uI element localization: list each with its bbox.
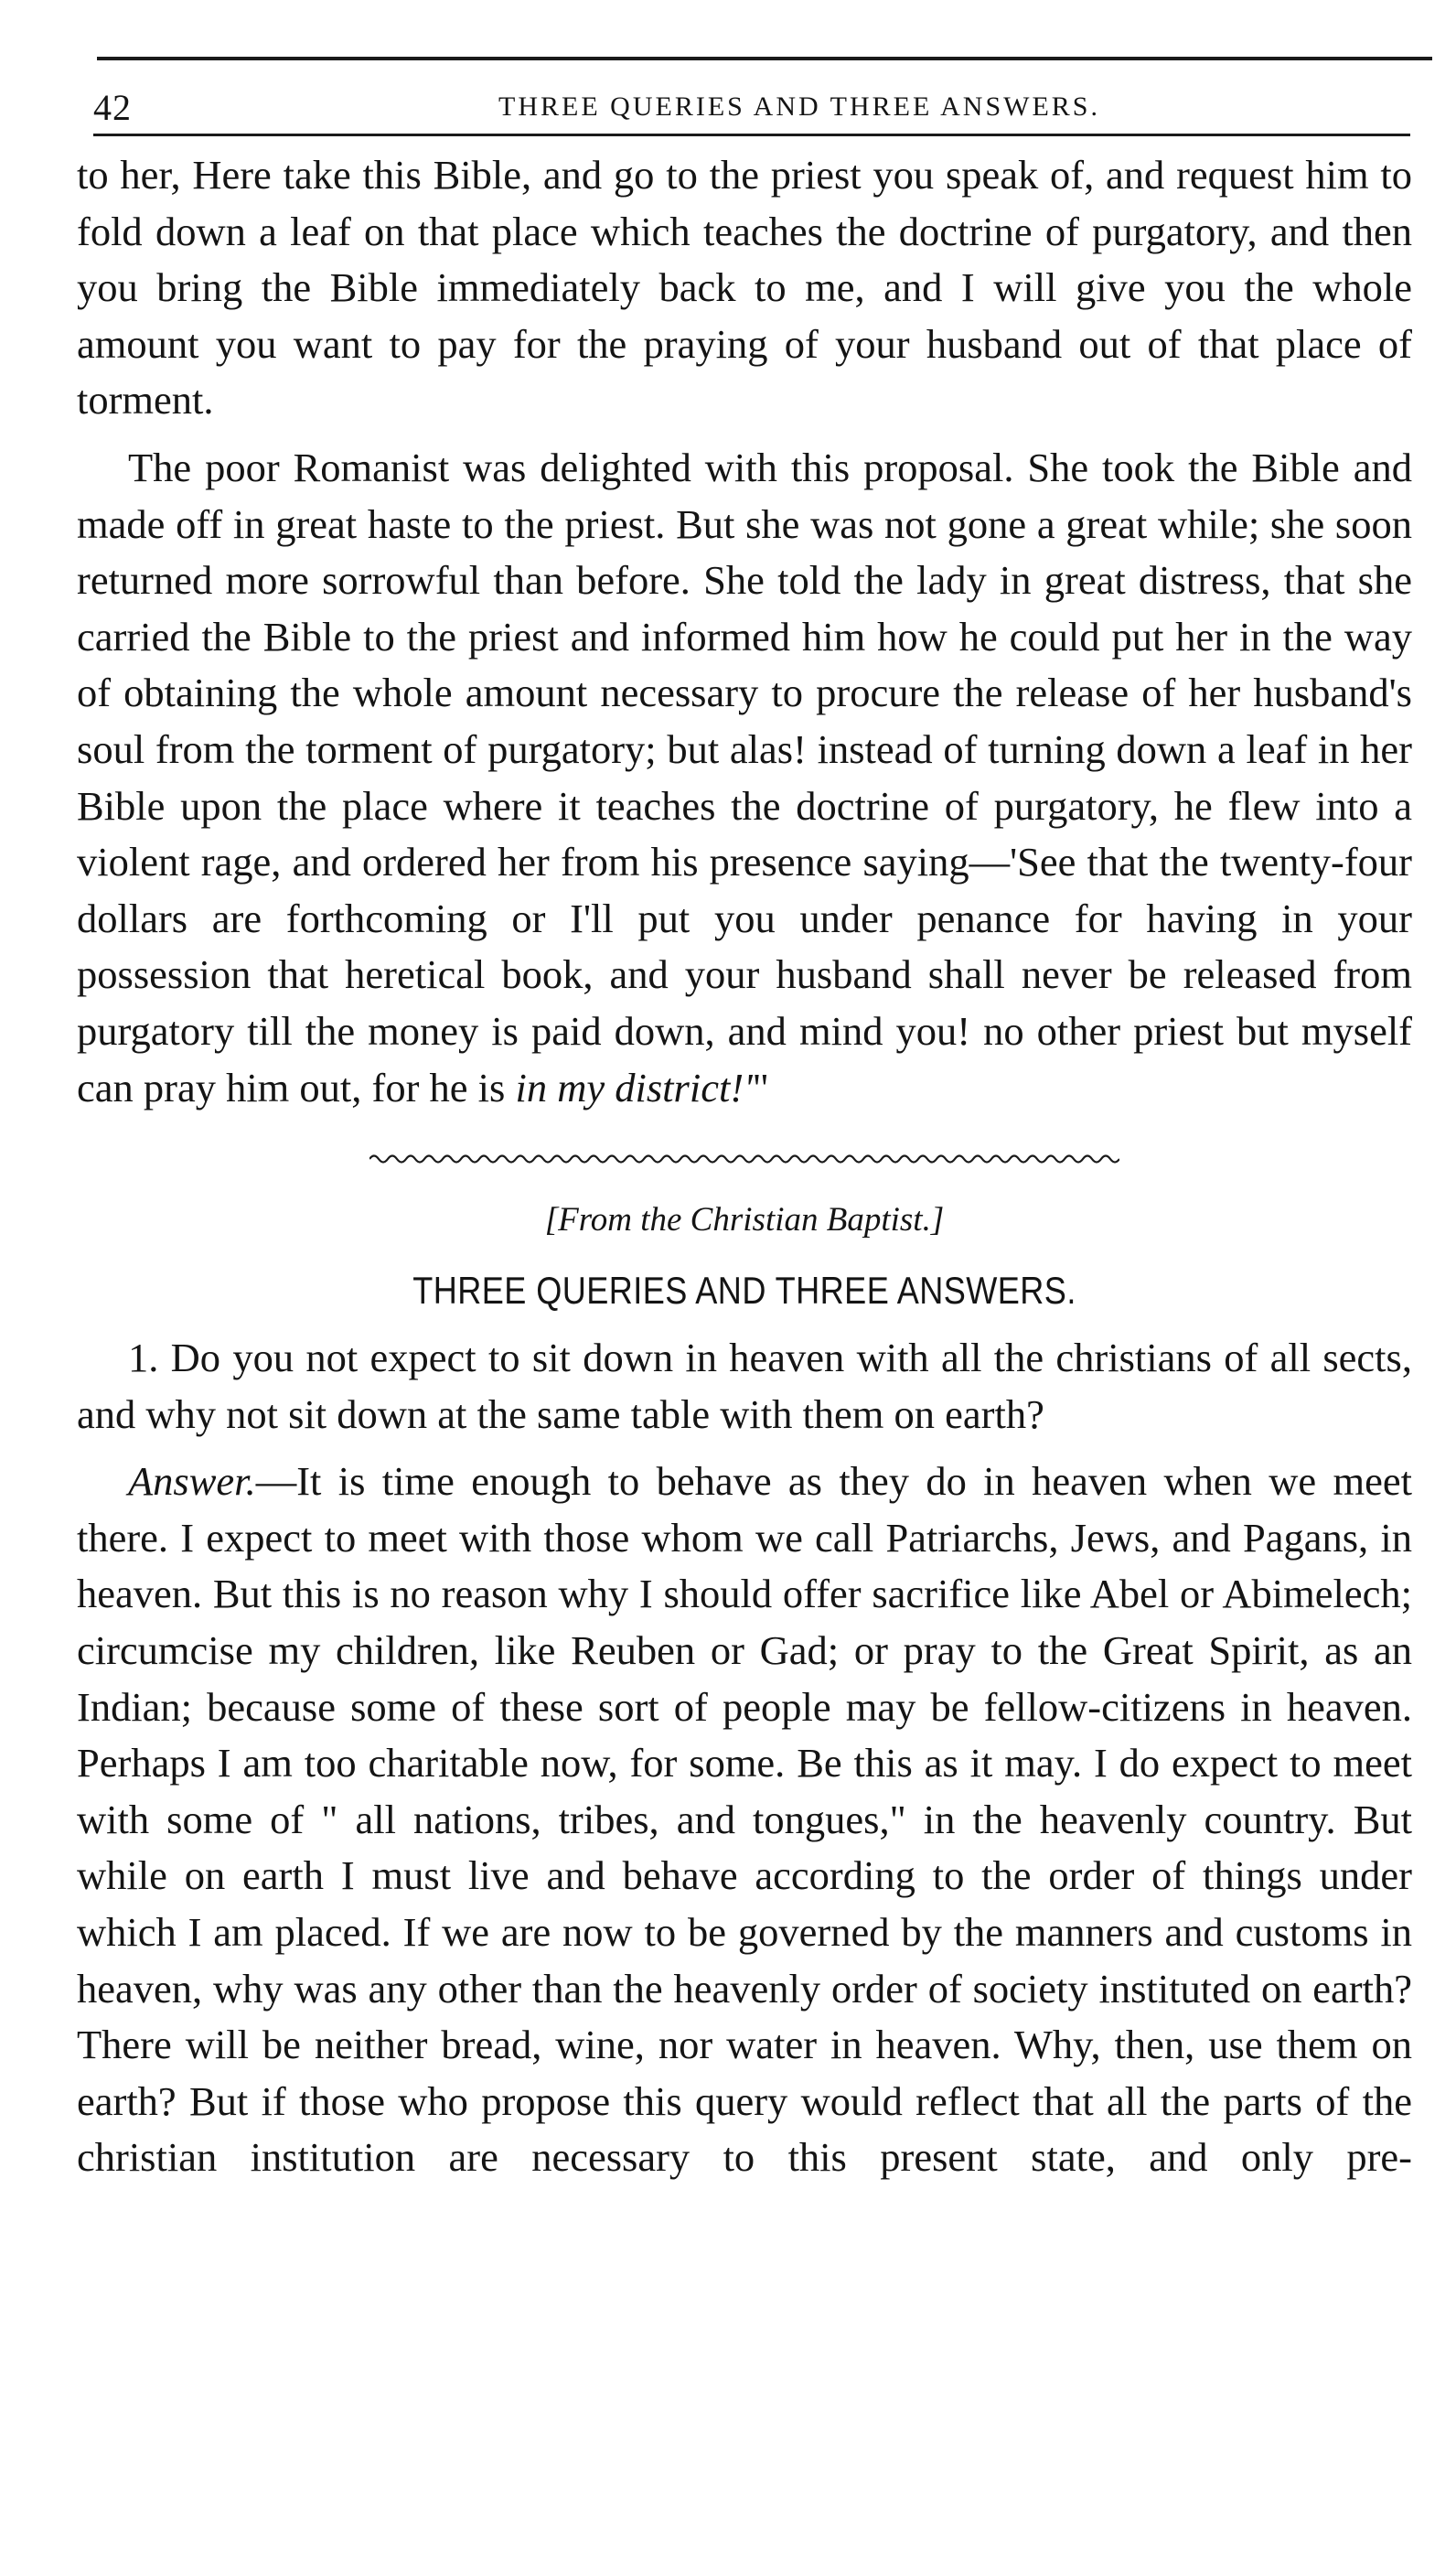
answer-1 (77, 1454, 1412, 2186)
in-my-district-text: in my district!' (515, 1064, 753, 1110)
page-number: 42 (93, 87, 132, 128)
romanist-paragraph (77, 440, 1412, 1116)
wavy-divider (369, 1151, 1119, 1167)
article-source: [From the Christian Baptist.] (544, 1201, 945, 1239)
continued-paragraph: to her, Here take this Bible, and go to the priest you speak of, and request him to fold down a leaf on that place which teaches the doctrine of purgatory, and then you bring the Bible immediately back to me, and I will give you the whole amount you want to pay for the praying of your husband out of that place of torment. (77, 152, 1412, 424)
running-title: THREE QUERIES AND THREE ANSWERS. (498, 91, 1100, 122)
answer-1-text: —It is time enough to behave as they do in heaven when we meet there. I expect to meet with those whom we call Patriarchs, Jews, and Pagans, in heaven. But this is no reason why I should offer sacrifice like Abel or Abimelech; circumcise my children, like Reuben or Gad; or pray to the Great Spirit, as an Indian; because some of these sort of people may be fellow-citizens in heaven. Perhaps I am too charitable now, for some. Be this as it may. I do expect to meet with some of " all nations, tribes, and tongues," in the heavenly country. But while on earth I must live and behave according to the order of things under which I am placed. If we are now to be governed by the manners and customs in heaven, why was any other than the heavenly order of society instituted on earth? There will be neither bread, wine, nor water in heaven. Why, then, use them on earth? But if those who propose this query would reflect that all the parts of the christian institution are necessary to this present state, and only pre- (77, 1458, 1412, 2181)
running-head (77, 60, 1412, 134)
article-title: THREE QUERIES AND THREE ANSWERS. (412, 1269, 1076, 1313)
closing-quote: " (752, 1064, 769, 1110)
header-rule (93, 134, 1410, 136)
wavy-divider-line (369, 1156, 1119, 1163)
book-page (77, 57, 1412, 2186)
answer-label: Answer. (128, 1458, 256, 1505)
romanist-paragraph-text: The poor Romanist was delighted with this proposal. She took the Bible and made off in great haste to the priest. But she was not gone a great while; she soon returned more sorrowful than before. She told the lady in great distress, that she carried the Bible to the priest and informed him how he could put her in the way of obtaining the whole amount necessary to procure the release of her husband's soul from the torment of purgatory; but alas! instead of turning down a leaf in her Bible upon the place where it teaches the doctrine of purgatory, he flew into a violent rage, and ordered her from his presence saying—'See that the twenty-four dollars are forthcoming or I'll put you under penance for having in your possession that heretical book, and your husband shall never be released from purgatory till the money is paid down, and mind you! no other priest but myself can pray him out, for he is (77, 444, 1412, 1110)
query-1: 1. Do you not expect to sit down in heaven with all the christians of all sects, and why not sit down at the same table with them on earth? (77, 1335, 1412, 1437)
